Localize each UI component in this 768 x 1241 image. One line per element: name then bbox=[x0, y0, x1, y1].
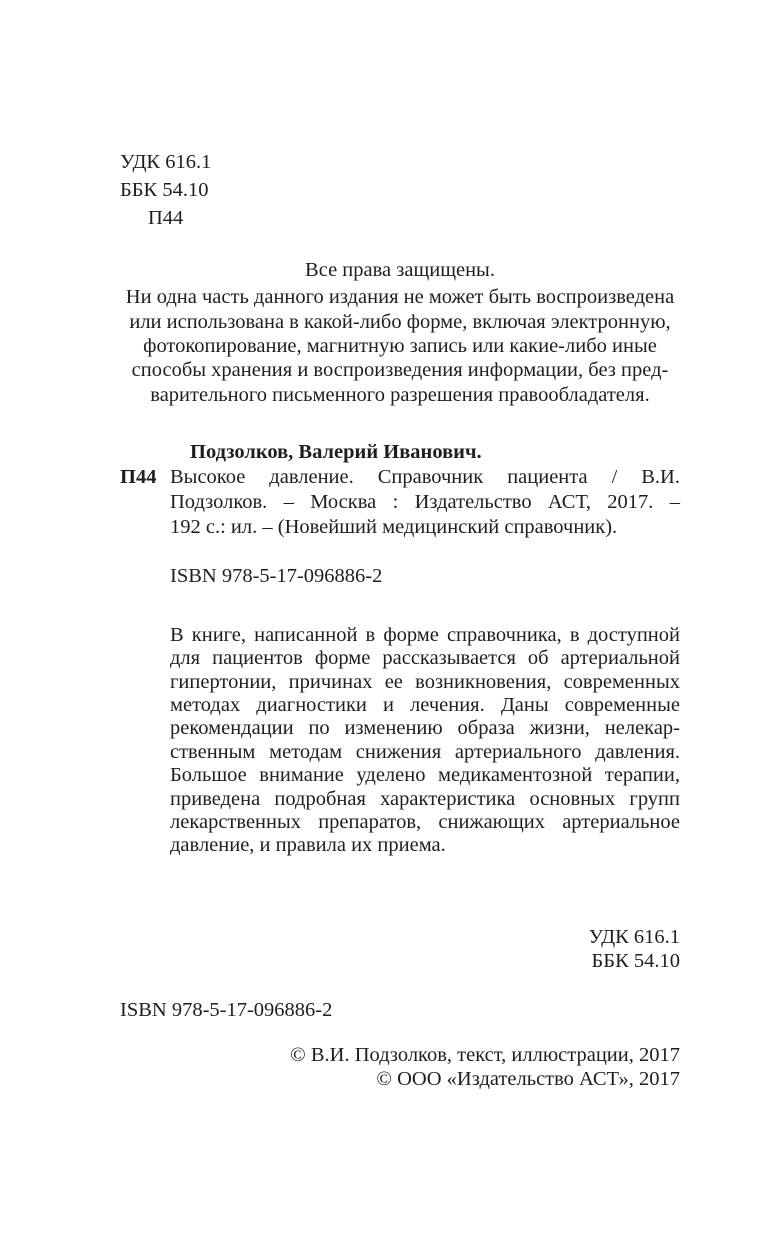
udk-code-bottom: УДК 616.1 bbox=[588, 926, 680, 948]
annotation-line: методах диагностики и лечения. Даны современные bbox=[170, 694, 680, 716]
rights-line: способы хранения и воспроизведения информации, без пред- bbox=[131, 359, 669, 381]
record-line: 192 с.: ил. – (Новейший медицинский справочник). bbox=[170, 516, 618, 538]
annotation-line: для пациентов форме рассказывается об артериальной bbox=[170, 647, 680, 669]
record-sign: П44 bbox=[120, 466, 157, 488]
annotation-line: лекарственных препаратов, снижающих артериальное bbox=[170, 811, 680, 833]
annotation-line: гипертонии, причинах ее возникновения, современных bbox=[170, 671, 680, 693]
annotation-line: ственным методам снижения артериального давления. bbox=[170, 741, 680, 763]
annotation-line: В книге, написанной в форме справочника, в доступной bbox=[170, 624, 680, 646]
rights-line: или использована в какой-либо форме, включая электронную, bbox=[129, 311, 671, 333]
rights-line: фотокопирование, магнитную запись или какие-либо иные bbox=[143, 335, 657, 357]
rights-line: варительного письменного разрешения правообладателя. bbox=[150, 384, 650, 406]
annotation-line: давление, и правила их приема. bbox=[170, 834, 446, 856]
rights-line: Все права защищены. bbox=[305, 259, 495, 281]
bbk-code-bottom: ББК 54.10 bbox=[591, 950, 680, 972]
copyright-line: © ООО «Издательство АСТ», 2017 bbox=[376, 1068, 680, 1090]
copyright-line: © В.И. Подзолков, текст, иллюстрации, 2017 bbox=[290, 1044, 680, 1066]
author-sign: П44 bbox=[148, 207, 184, 229]
isbn-bottom: ISBN 978-5-17-096886-2 bbox=[120, 999, 333, 1021]
record-line: Высокое давление. Справочник пациента / В.И. bbox=[170, 466, 680, 488]
annotation-line: рекомендации по изменению образа жизни, нелекар- bbox=[170, 717, 680, 739]
bbk-code: ББК 54.10 bbox=[120, 179, 209, 201]
udk-code: УДК 616.1 bbox=[120, 151, 212, 173]
annotation-line: приведена подробная характеристика основных групп bbox=[170, 788, 680, 810]
annotation-line: Большое внимание уделено медикаментозной терапии, bbox=[170, 764, 680, 786]
isbn: ISBN 978-5-17-096886-2 bbox=[170, 565, 383, 587]
record-line: Подзолков. – Москва : Издательство АСТ, 2017. – bbox=[170, 491, 680, 513]
rights-line: Ни одна часть данного издания не может быть воспроизведена bbox=[125, 286, 675, 308]
author-heading: Подзолков, Валерий Иванович. bbox=[190, 441, 482, 463]
